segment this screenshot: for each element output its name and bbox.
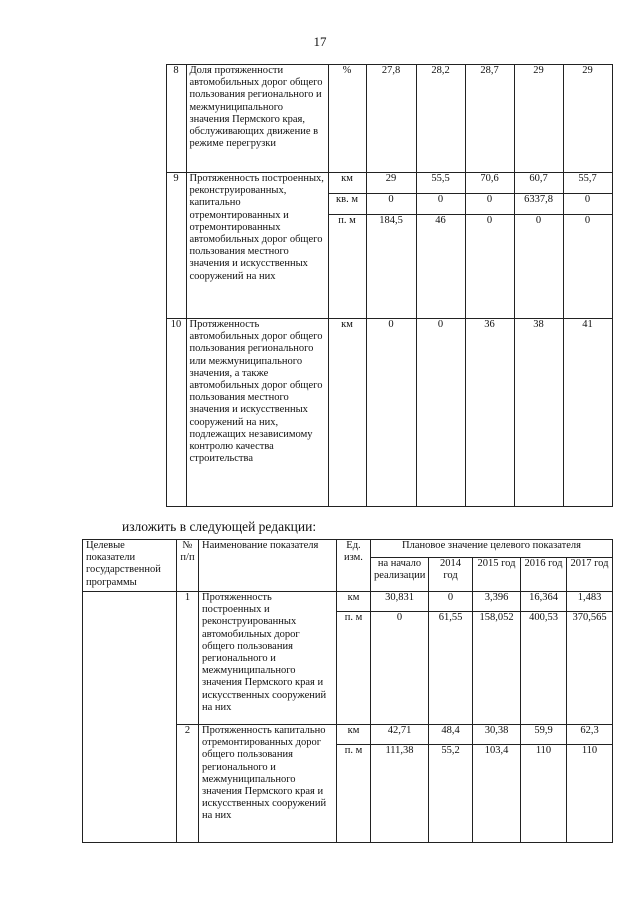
table-row xyxy=(83,592,613,612)
value-cell: 29 xyxy=(366,173,416,194)
table-row xyxy=(86,65,612,173)
indicator-name: Доля протяженности автомобильных дорог общего пользования регионального и межмуниципального значения Пермского края, обслуживающих движение в режиме перегрузки xyxy=(186,65,328,173)
value-cell: 6337,8 xyxy=(514,194,563,215)
value-cell: 41 xyxy=(563,319,612,507)
new-indicators-table xyxy=(82,539,613,843)
row-number: 9 xyxy=(166,173,186,319)
row-number: 1 xyxy=(177,592,199,725)
value-cell: 400,53 xyxy=(521,612,567,725)
header-year: 2015 год xyxy=(473,558,521,592)
value-cell: 110 xyxy=(521,745,567,843)
header-number: № п/п xyxy=(177,540,199,592)
value-cell: 16,364 xyxy=(521,592,567,612)
value-cell: 70,6 xyxy=(465,173,514,194)
header-unit: Ед. изм. xyxy=(337,540,371,592)
header-indicator-name: Наименование показателя xyxy=(199,540,337,592)
value-cell: 62,3 xyxy=(567,725,613,745)
value-cell: 38 xyxy=(514,319,563,507)
value-cell: 46 xyxy=(416,215,465,319)
value-cell: 30,38 xyxy=(473,725,521,745)
value-cell: 103,4 xyxy=(473,745,521,843)
value-cell: 48,4 xyxy=(429,725,473,745)
value-cell: 36 xyxy=(465,319,514,507)
value-cell: 28,2 xyxy=(416,65,465,173)
unit: п. м xyxy=(337,612,371,725)
value-cell: 29 xyxy=(514,65,563,173)
header-target-indicators: Целевые показатели государственной программы xyxy=(83,540,177,592)
row-number: 10 xyxy=(166,319,186,507)
unit: км xyxy=(328,173,366,194)
value-cell: 0 xyxy=(416,319,465,507)
value-cell: 3,396 xyxy=(473,592,521,612)
header-row xyxy=(83,540,613,558)
value-cell: 30,831 xyxy=(371,592,429,612)
value-cell: 0 xyxy=(563,215,612,319)
indicator-name: Протяженность построенных, реконструированных, капитально отремонтированных и отремонтированных автомобильных дорог общего пользования местного значения и искусственных сооружений на них xyxy=(186,173,328,319)
value-cell: 29 xyxy=(563,65,612,173)
intro-text: изложить в следующей редакции: xyxy=(122,519,317,534)
value-cell: 0 xyxy=(465,215,514,319)
value-cell: 111,38 xyxy=(371,745,429,843)
value-cell: 60,7 xyxy=(514,173,563,194)
value-cell: 0 xyxy=(366,319,416,507)
unit: п. м xyxy=(337,745,371,843)
value-cell: 158,052 xyxy=(473,612,521,725)
value-cell: 0 xyxy=(416,194,465,215)
unit: км xyxy=(337,592,371,612)
value-cell: 370,565 xyxy=(567,612,613,725)
old-indicators-table xyxy=(86,64,613,507)
row-number: 8 xyxy=(166,65,186,173)
header-year: 2017 год xyxy=(567,558,613,592)
value-cell: 0 xyxy=(371,612,429,725)
row-number: 2 xyxy=(177,725,199,843)
header-year: на начало реализации xyxy=(371,558,429,592)
value-cell: 0 xyxy=(366,194,416,215)
header-year: 2014 год xyxy=(429,558,473,592)
value-cell: 184,5 xyxy=(366,215,416,319)
value-cell: 0 xyxy=(429,592,473,612)
indicator-name: Протяженность капитально отремонтированных дорог общего пользования регионального и межмуниципального значения Пермского края и искусственных сооружений на них xyxy=(199,725,337,843)
value-cell: 1,483 xyxy=(567,592,613,612)
value-cell: 110 xyxy=(567,745,613,843)
indicator-name: Протяженность автомобильных дорог общего пользования регионального или межмуниципального значения, а также автомобильных дорог общего пользования местного значения и искусственных сооружений на них, подлежащих независимому контролю качества строительства xyxy=(186,319,328,507)
value-cell: 0 xyxy=(465,194,514,215)
value-cell: 42,71 xyxy=(371,725,429,745)
value-cell: 55,5 xyxy=(416,173,465,194)
unit: км xyxy=(337,725,371,745)
value-cell: 59,9 xyxy=(521,725,567,745)
unit: п. м xyxy=(328,215,366,319)
value-cell: 0 xyxy=(514,215,563,319)
value-cell: 0 xyxy=(563,194,612,215)
value-cell: 55,7 xyxy=(563,173,612,194)
unit: кв. м xyxy=(328,194,366,215)
page-number: 17 xyxy=(313,34,327,49)
header-planned-values: Плановое значение целевого показателя xyxy=(371,540,613,558)
value-cell: 27,8 xyxy=(366,65,416,173)
indicator-name: Протяженность построенных и реконструированных автомобильных дорог общего пользования регионального и межмуниципального значения Пермского края и искусственных сооружений на них xyxy=(199,592,337,725)
unit: % xyxy=(328,65,366,173)
value-cell: 28,7 xyxy=(465,65,514,173)
header-year: 2016 год xyxy=(521,558,567,592)
unit: км xyxy=(328,319,366,507)
value-cell: 61,55 xyxy=(429,612,473,725)
value-cell: 55,2 xyxy=(429,745,473,843)
